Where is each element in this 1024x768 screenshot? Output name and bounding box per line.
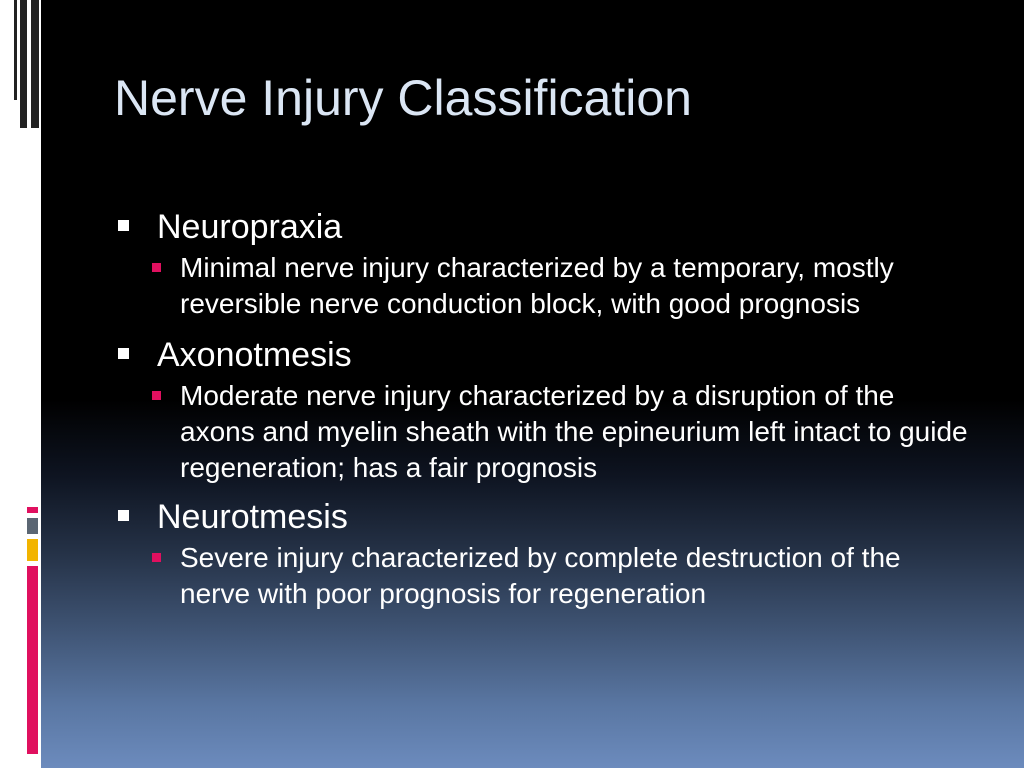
list-item — [114, 496, 974, 612]
decorative-bar — [31, 100, 39, 128]
bullet-detail: Minimal nerve injury characterized by a temporary, mostly reversible nerve conduction block, with good prognosis — [180, 252, 894, 319]
bullet-detail: Severe injury characterized by complete destruction of the nerve with poor prognosis for regeneration — [180, 542, 901, 609]
bullet-level-2 — [114, 250, 974, 322]
square-bullet-icon — [118, 348, 129, 359]
square-bullet-icon — [152, 263, 161, 272]
square-bullet-icon — [152, 553, 161, 562]
square-bullet-icon — [118, 510, 129, 521]
bullet-heading: Neurotmesis — [157, 498, 348, 536]
decorative-accent-pink — [27, 507, 38, 513]
bullet-level-2 — [114, 378, 974, 486]
decorative-bar — [20, 0, 27, 100]
bullet-detail: Moderate nerve injury characterized by a disruption of the axons and myelin sheath with the epineurium left intact to guide regeneration; has a fair prognosis — [180, 380, 968, 483]
square-bullet-icon — [152, 391, 161, 400]
slide-title: Nerve Injury Classification — [114, 70, 692, 126]
bullet-level-1 — [114, 206, 974, 248]
square-bullet-icon — [118, 220, 129, 231]
decorative-bar — [31, 0, 39, 100]
bullet-level-1 — [114, 496, 974, 538]
bullet-heading: Axonotmesis — [157, 336, 352, 374]
decorative-accent-gray — [27, 518, 38, 534]
list-item — [114, 206, 974, 322]
decorative-bar — [20, 100, 27, 128]
list-item — [114, 334, 974, 486]
bullet-list — [114, 206, 974, 624]
bullet-level-2 — [114, 540, 974, 612]
bullet-level-1 — [114, 334, 974, 376]
decorative-accent-gold — [27, 539, 38, 561]
bullet-heading: Neuropraxia — [157, 208, 343, 246]
decorative-bar — [14, 0, 17, 100]
decorative-accent-pink — [27, 566, 38, 754]
